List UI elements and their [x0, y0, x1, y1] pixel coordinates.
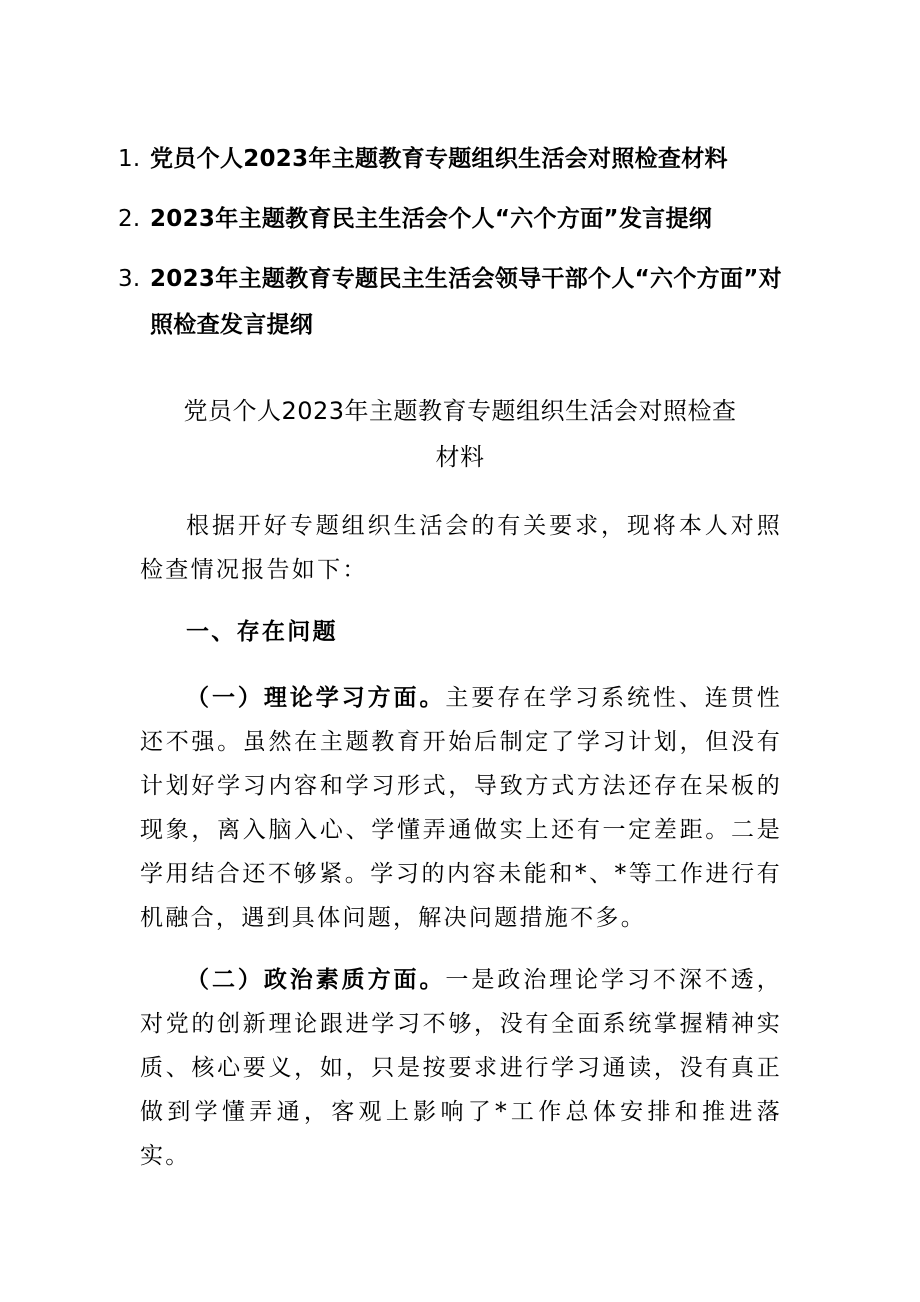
paragraph-text: 一是政治理论学习不深不透，对党的创新理论跟进学习不够，没有全面系统掌握精神实质、核心要义，如，只是按要求进行学习通读，没有真正做到学懂弄通，客观上影响了*工作总体安排和推进落实。 — [140, 967, 782, 1169]
section-heading: 一、存在问题 — [186, 619, 338, 645]
intro-paragraph: 根据开好专题组织生活会的有关要求，现将本人对照检查情况报告如下： — [140, 513, 782, 583]
toc-item-text: 2023年主题教育专题民主生活会领导干部个人“六个方面”对照检查发言提纲 — [150, 266, 782, 338]
toc-item — [118, 196, 798, 242]
body-paragraph — [140, 676, 782, 940]
paragraph-subheading: （二）政治素质方面。 — [186, 967, 446, 993]
toc-item-number: 1. — [118, 146, 141, 172]
toc-item — [118, 256, 798, 348]
toc-item — [118, 136, 798, 182]
paragraph-subheading: （一）理论学习方面。 — [186, 685, 446, 711]
toc-item-number: 2. — [118, 206, 141, 232]
toc-item-number: 3. — [118, 266, 141, 292]
document-body — [140, 504, 782, 1196]
paragraph-text: 主要存在学习系统性、连贯性还不强。虽然在主题教育开始后制定了学习计划，但没有计划好学习内容和学习形式，导致方式方法还存在呆板的现象，离入脑入心、学懂弄通做实上还有一定差距。二是学用结合还不够紧。学习的内容未能和*、*等工作进行有机融合，遇到具体问题，解决问题措施不多。 — [140, 685, 782, 931]
toc-item-text: 2023年主题教育民主生活会个人“六个方面”发言提纲 — [150, 206, 713, 232]
table-of-contents — [118, 136, 798, 362]
toc-item-text: 党员个人2023年主题教育专题组织生活会对照检查材料 — [150, 146, 728, 172]
body-paragraph — [140, 958, 782, 1178]
document-title: 党员个人2023年主题教育专题组织生活会对照检查材料 — [183, 397, 737, 471]
